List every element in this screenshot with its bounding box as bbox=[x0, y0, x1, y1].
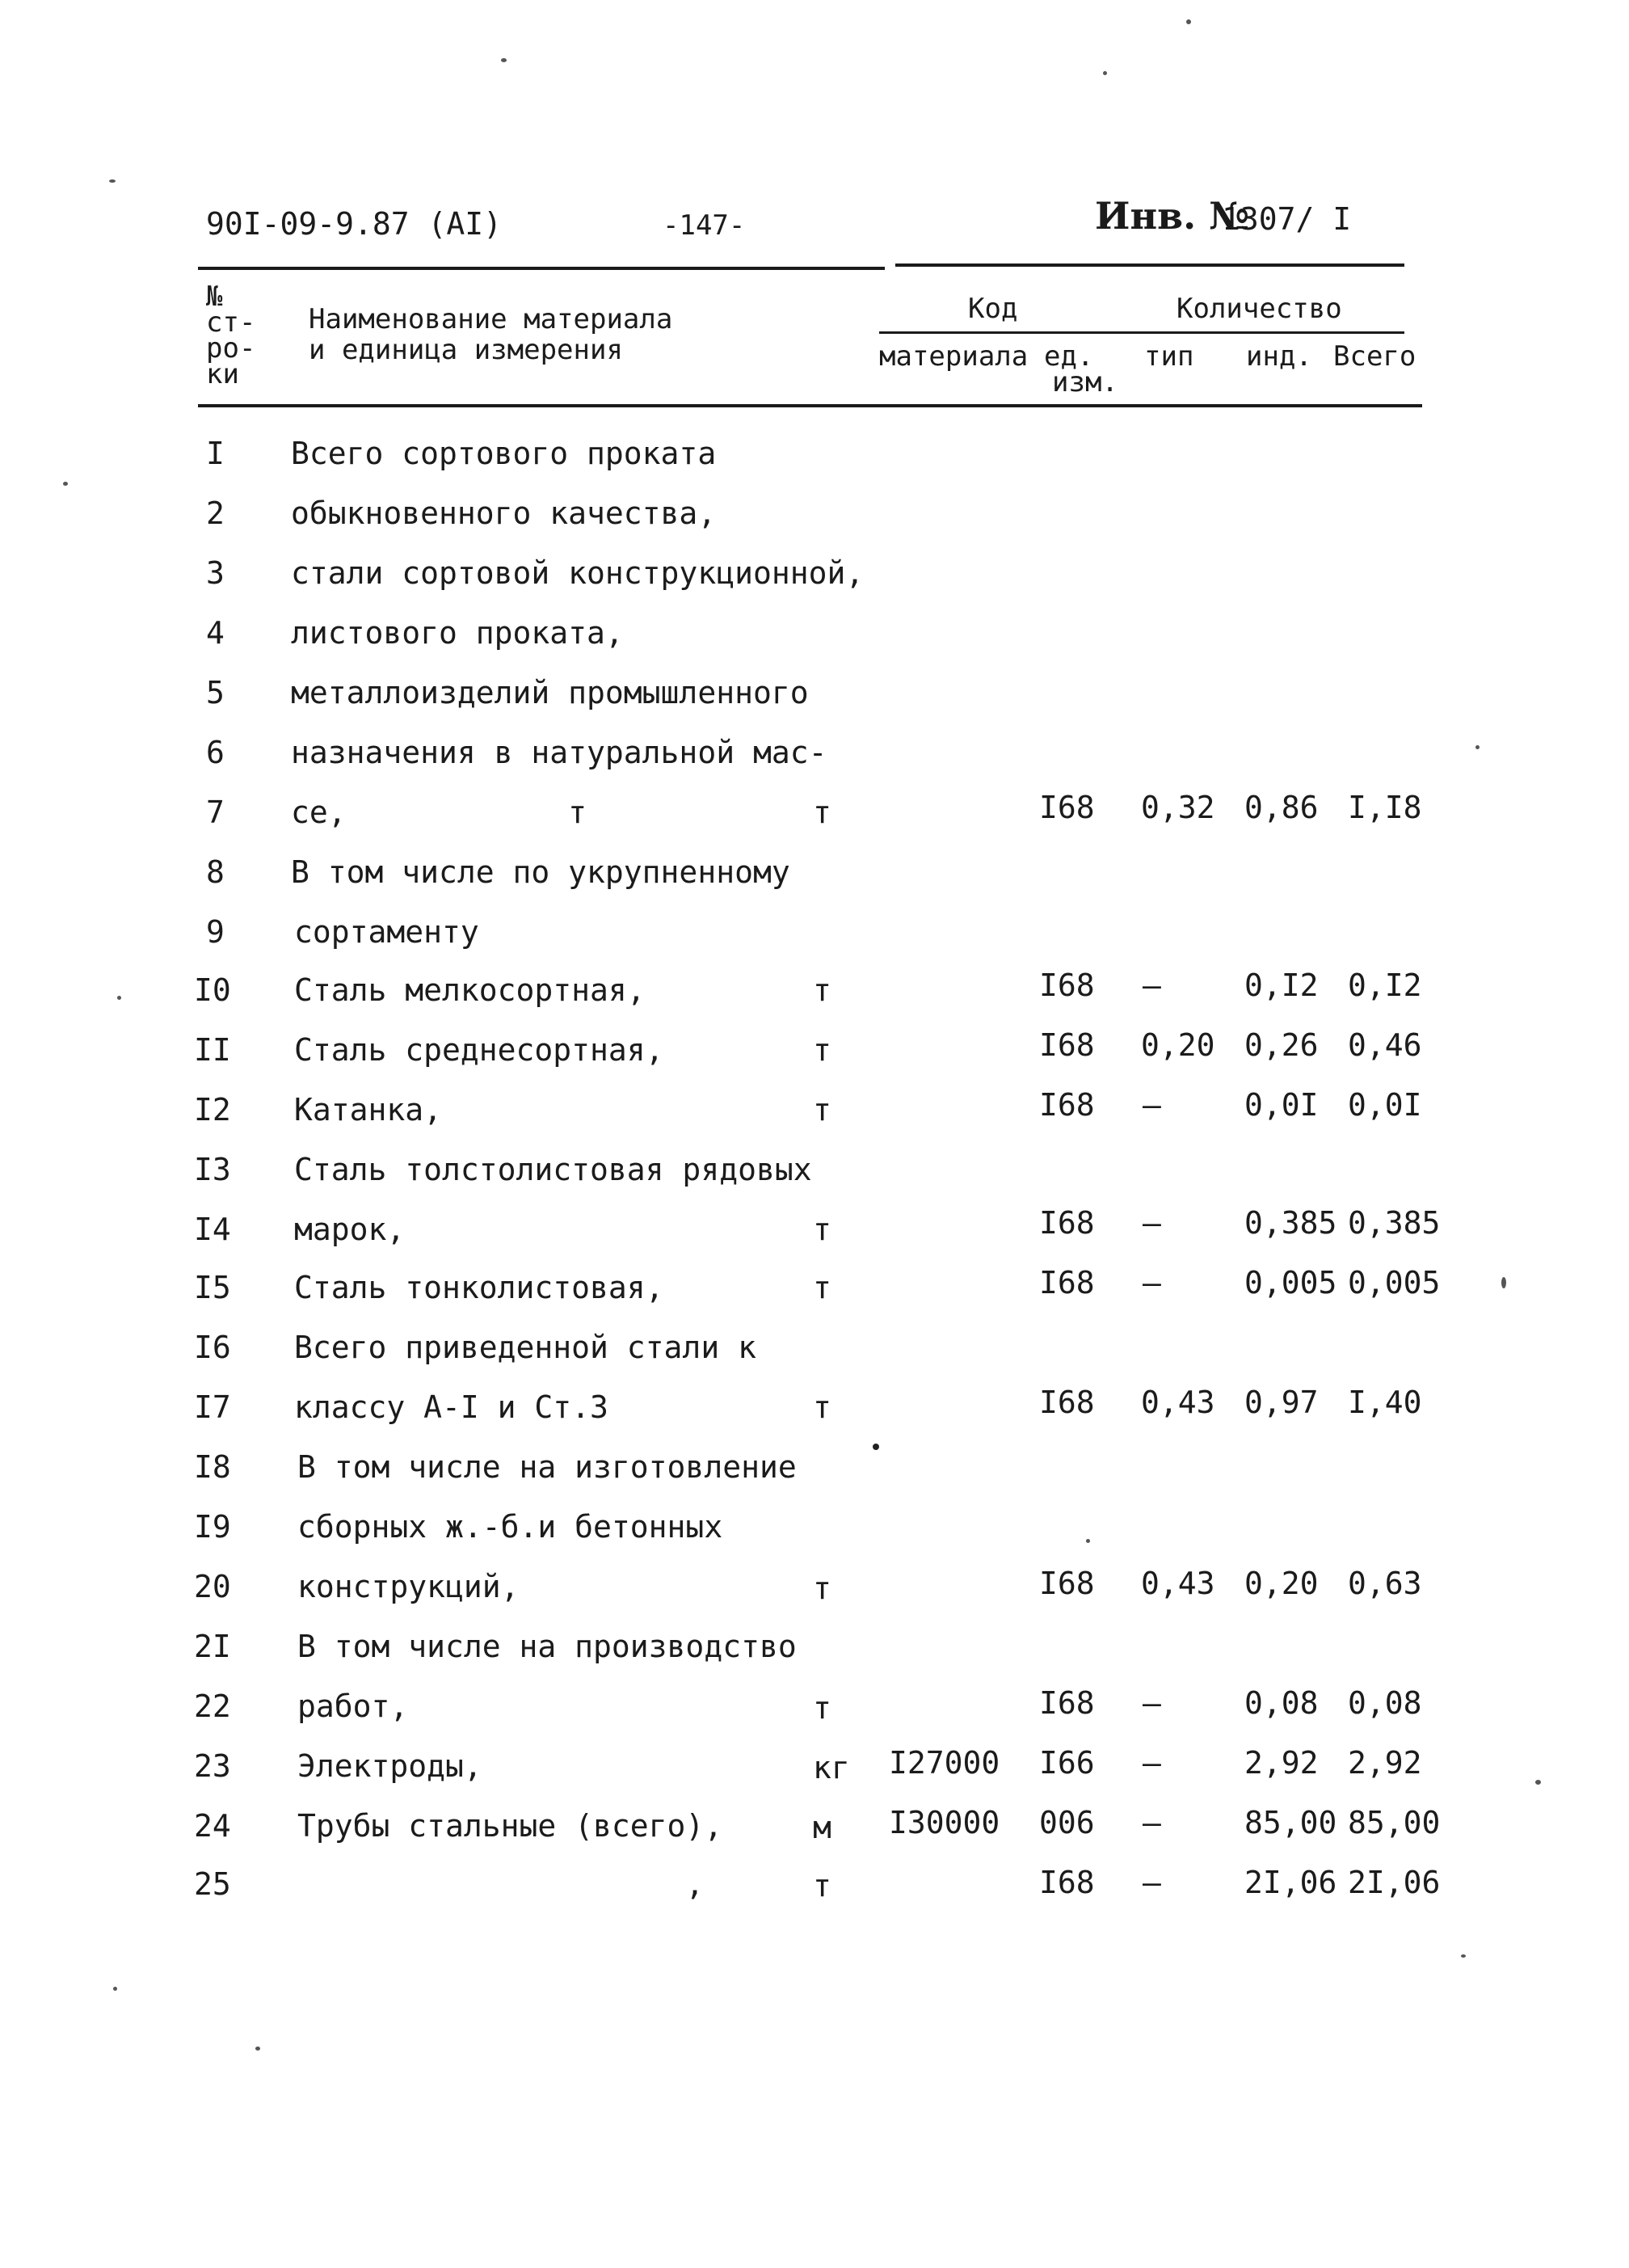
row-number: 8 bbox=[206, 854, 225, 890]
row-qty-ind: 0,20 bbox=[1244, 1566, 1319, 1601]
row-name: конструкций, bbox=[297, 1569, 520, 1604]
row-number: 5 bbox=[206, 675, 225, 710]
row-qty-ind: 85,00 bbox=[1244, 1805, 1337, 1840]
row-unit-code: I68 bbox=[1039, 1265, 1095, 1301]
row-number: I2 bbox=[194, 1092, 231, 1128]
row-unit: т bbox=[813, 972, 831, 1008]
row-number: II bbox=[194, 1032, 231, 1068]
header-name-line-2: и единица измерения bbox=[309, 334, 623, 366]
scan-speck bbox=[1086, 1539, 1090, 1543]
scan-speck bbox=[1501, 1277, 1506, 1288]
header-rule-left bbox=[198, 267, 885, 270]
row-unit: т bbox=[813, 1032, 831, 1068]
scan-speck bbox=[63, 482, 68, 486]
row-number: 4 bbox=[206, 615, 225, 651]
row-number: I7 bbox=[194, 1389, 231, 1425]
row-name: Сталь тонколистовая, bbox=[294, 1270, 664, 1305]
row-number: I0 bbox=[194, 972, 231, 1008]
row-qty-total: 0,0I bbox=[1348, 1087, 1422, 1123]
row-qty-tip: – bbox=[1143, 967, 1161, 1003]
row-unit: т bbox=[813, 795, 831, 830]
row-unit: т bbox=[813, 1389, 831, 1425]
row-qty-tip: 0,43 bbox=[1141, 1566, 1215, 1601]
header-qty-group: Количество bbox=[1176, 293, 1342, 325]
row-unit-code: I68 bbox=[1039, 1865, 1095, 1900]
row-qty-ind: 2I,06 bbox=[1244, 1865, 1337, 1900]
row-name: се, т bbox=[291, 795, 587, 830]
header-code-unit-2: изм. bbox=[1052, 366, 1118, 398]
row-unit-code: I68 bbox=[1039, 1566, 1095, 1601]
row-qty-tip: – bbox=[1143, 1265, 1161, 1301]
row-qty-ind: 0,005 bbox=[1244, 1265, 1337, 1301]
header-code-material: материала bbox=[879, 340, 1029, 373]
scan-speck bbox=[873, 1444, 879, 1450]
row-qty-tip: – bbox=[1143, 1805, 1161, 1840]
row-qty-ind: 0,26 bbox=[1244, 1027, 1319, 1063]
row-unit: м bbox=[813, 1810, 831, 1845]
scan-speck bbox=[1535, 1780, 1541, 1785]
header-subgroup-rule bbox=[879, 331, 1404, 334]
row-name: обыкновенного качества, bbox=[291, 495, 717, 531]
row-qty-total: 0,005 bbox=[1348, 1265, 1441, 1301]
row-qty-total: 2I,06 bbox=[1348, 1865, 1441, 1900]
row-number: 6 bbox=[206, 735, 225, 770]
row-number: 24 bbox=[194, 1808, 231, 1844]
row-number: 7 bbox=[206, 795, 225, 830]
row-number: 25 bbox=[194, 1866, 231, 1902]
row-qty-total: 2,92 bbox=[1348, 1745, 1422, 1781]
header-name-line-1: Наименование материала bbox=[309, 303, 673, 335]
row-qty-total: 85,00 bbox=[1348, 1805, 1441, 1840]
scan-speck bbox=[113, 1987, 117, 1991]
row-qty-total: I,40 bbox=[1348, 1385, 1422, 1420]
row-name: В том числе на изготовление bbox=[297, 1449, 797, 1485]
row-name: Сталь мелкосортная, bbox=[294, 972, 646, 1008]
row-unit: т bbox=[813, 1270, 831, 1305]
row-name: , bbox=[297, 1866, 705, 1902]
row-number: 9 bbox=[206, 914, 225, 950]
header-row-no-1: № bbox=[206, 280, 223, 313]
page-number: -147- bbox=[663, 209, 746, 242]
scan-speck bbox=[117, 996, 121, 1000]
row-name: сортаменту bbox=[294, 914, 479, 950]
row-qty-ind: 0,86 bbox=[1244, 790, 1319, 825]
row-qty-ind: 0,I2 bbox=[1244, 967, 1319, 1003]
header-code-group: Код bbox=[968, 293, 1018, 325]
scan-speck bbox=[109, 179, 116, 183]
row-number: I4 bbox=[194, 1212, 231, 1247]
row-unit: т bbox=[813, 1092, 831, 1128]
row-qty-ind: 0,385 bbox=[1244, 1205, 1337, 1241]
row-number: 22 bbox=[194, 1688, 231, 1724]
row-unit-code: I68 bbox=[1039, 1385, 1095, 1420]
header-qty-tip: тип bbox=[1144, 340, 1194, 373]
header-bottom-rule bbox=[198, 404, 1422, 407]
row-unit: т bbox=[813, 1690, 831, 1726]
row-qty-tip: – bbox=[1143, 1865, 1161, 1900]
header-row-no-4: ки bbox=[206, 358, 239, 390]
row-qty-tip: – bbox=[1143, 1205, 1161, 1241]
row-qty-total: 0,63 bbox=[1348, 1566, 1422, 1601]
row-unit-code: I68 bbox=[1039, 790, 1095, 825]
row-qty-total: 0,46 bbox=[1348, 1027, 1422, 1063]
row-name: Электроды, bbox=[297, 1748, 482, 1784]
header-qty-ind: инд. bbox=[1246, 340, 1312, 373]
inventory-label: Инв. № bbox=[1095, 194, 1250, 238]
row-name: работ, bbox=[297, 1688, 409, 1724]
row-qty-ind: 0,08 bbox=[1244, 1685, 1319, 1721]
header-qty-total: Всего bbox=[1333, 340, 1416, 373]
row-unit-code: I66 bbox=[1039, 1745, 1095, 1781]
scan-speck bbox=[1186, 19, 1191, 24]
row-unit-code: I68 bbox=[1039, 967, 1095, 1003]
row-name: Всего сортового проката bbox=[291, 436, 717, 471]
scan-speck bbox=[1461, 1954, 1466, 1958]
scan-speck bbox=[501, 58, 507, 62]
document-code: 90I-09-9.87 (АI) bbox=[206, 206, 503, 242]
scan-speck bbox=[1103, 71, 1107, 75]
row-number: I6 bbox=[194, 1330, 231, 1365]
row-name: Сталь толстолистовая рядовых bbox=[294, 1152, 812, 1187]
scan-speck bbox=[1475, 745, 1480, 749]
row-name: Трубы стальные (всего), bbox=[297, 1808, 723, 1844]
header-rule-right bbox=[895, 263, 1404, 267]
row-name: Всего приведенной стали к bbox=[294, 1330, 756, 1365]
row-qty-ind: 0,0I bbox=[1244, 1087, 1319, 1123]
row-name: металлоизделий промышленного bbox=[291, 675, 809, 710]
row-number: 3 bbox=[206, 555, 225, 591]
row-number: 20 bbox=[194, 1569, 231, 1604]
row-qty-tip: – bbox=[1143, 1685, 1161, 1721]
inventory-number: 1307/ I bbox=[1222, 201, 1352, 237]
row-material-code: I27000 bbox=[889, 1745, 1000, 1781]
row-name: марок, bbox=[294, 1212, 406, 1247]
row-name: Сталь среднесортная, bbox=[294, 1032, 664, 1068]
row-number: I8 bbox=[194, 1449, 231, 1485]
row-name: классу А-I и Ст.3 bbox=[294, 1389, 608, 1425]
row-unit-code: I68 bbox=[1039, 1205, 1095, 1241]
row-qty-tip: – bbox=[1143, 1745, 1161, 1781]
row-unit: т bbox=[813, 1868, 831, 1903]
row-qty-tip: 0,43 bbox=[1141, 1385, 1215, 1420]
row-unit-code: I68 bbox=[1039, 1087, 1095, 1123]
row-number: I9 bbox=[194, 1509, 231, 1545]
row-qty-total: I,I8 bbox=[1348, 790, 1422, 825]
row-name: Катанка, bbox=[294, 1092, 443, 1128]
row-qty-ind: 2,92 bbox=[1244, 1745, 1319, 1781]
row-qty-tip: – bbox=[1143, 1087, 1161, 1123]
row-number: I5 bbox=[194, 1270, 231, 1305]
row-unit: т bbox=[813, 1570, 831, 1606]
row-qty-total: 0,08 bbox=[1348, 1685, 1422, 1721]
row-unit-code: I68 bbox=[1039, 1027, 1095, 1063]
row-name: В том числе по укрупненному bbox=[291, 854, 790, 890]
row-name: листового проката, bbox=[291, 615, 624, 651]
row-unit-code: I68 bbox=[1039, 1685, 1095, 1721]
header-row-no-3: ро- bbox=[206, 332, 256, 365]
row-name: сборных ж.-б.и бетонных bbox=[297, 1509, 723, 1545]
row-unit: т bbox=[813, 1212, 831, 1247]
header-row-no-2: ст- bbox=[206, 306, 256, 339]
header-code-unit-1: ед. bbox=[1044, 340, 1094, 373]
row-material-code: I30000 bbox=[889, 1805, 1000, 1840]
row-name: В том числе на производство bbox=[297, 1629, 797, 1664]
row-name: стали сортовой конструкционной, bbox=[291, 555, 865, 591]
row-number: 2I bbox=[194, 1629, 231, 1664]
row-name: назначения в натуральной мас- bbox=[291, 735, 827, 770]
row-qty-total: 0,I2 bbox=[1348, 967, 1422, 1003]
row-number: I bbox=[206, 436, 225, 471]
row-number: 23 bbox=[194, 1748, 231, 1784]
row-number: I3 bbox=[194, 1152, 231, 1187]
scan-speck bbox=[255, 2047, 260, 2051]
row-qty-tip: 0,32 bbox=[1141, 790, 1215, 825]
row-qty-total: 0,385 bbox=[1348, 1205, 1441, 1241]
row-qty-ind: 0,97 bbox=[1244, 1385, 1319, 1420]
row-unit-code: 006 bbox=[1039, 1805, 1095, 1840]
row-number: 2 bbox=[206, 495, 225, 531]
row-unit: кг bbox=[813, 1750, 850, 1785]
row-qty-tip: 0,20 bbox=[1141, 1027, 1215, 1063]
